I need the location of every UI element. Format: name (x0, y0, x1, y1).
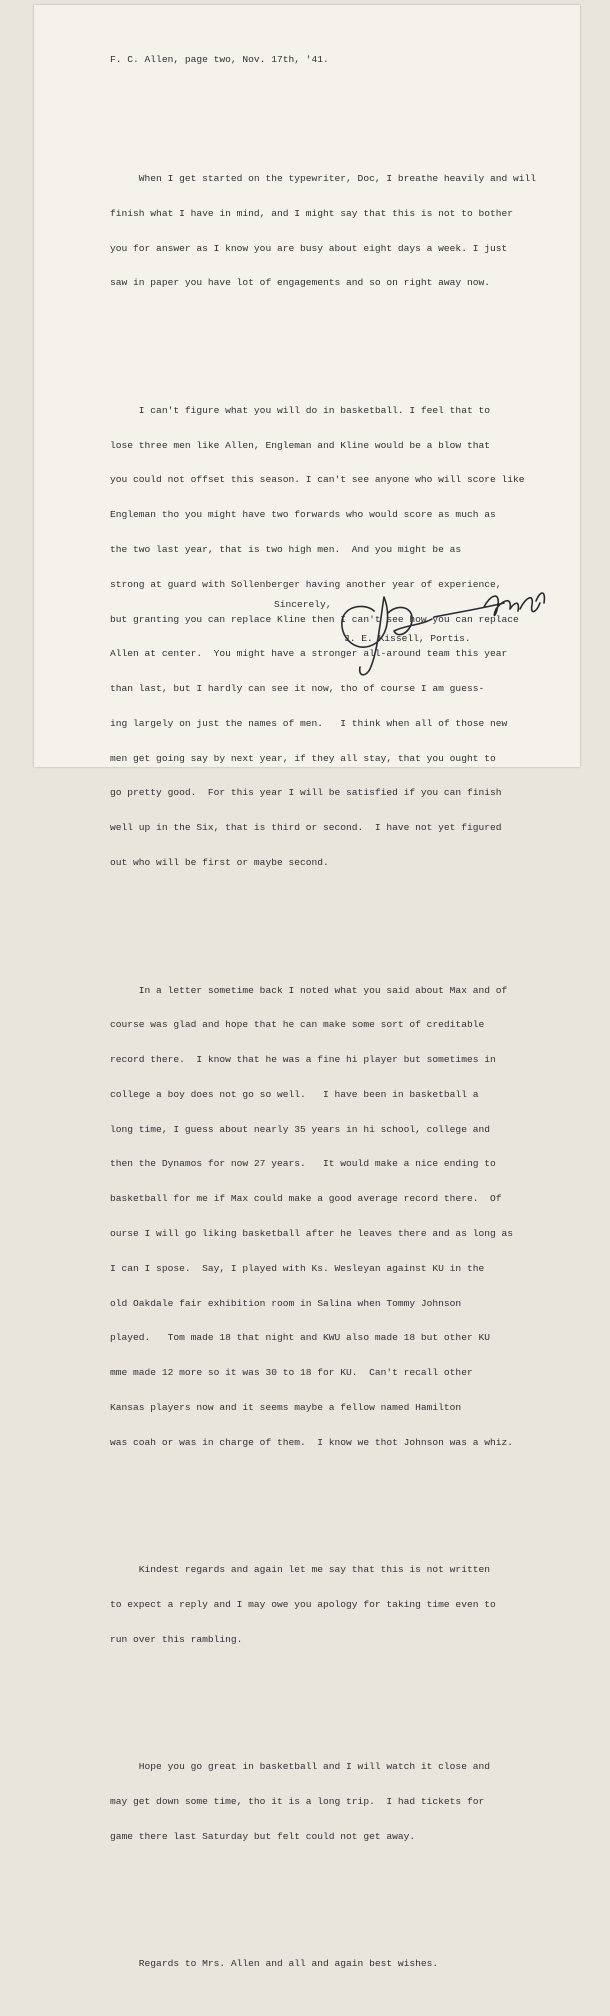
paragraph-line: men get going say by next year, if they all stay, that you ought to (110, 752, 496, 764)
paragraph-line: go pretty good. For this year I will be satisfied if you can finish (110, 787, 502, 799)
paragraph-line: basketball for me if Max could make a good average record there. Of (110, 1193, 502, 1205)
paragraph (110, 961, 610, 1471)
paragraph-spacer (110, 1889, 610, 1901)
paragraph-line: strong at guard with Sollenberger having another year of experience, (110, 578, 502, 590)
paragraph-spacer (110, 915, 610, 927)
handwritten-signature (314, 573, 554, 683)
paragraph (110, 1935, 610, 1993)
paragraph-line: you could not offset this season. I can't see anyone who will score like (110, 474, 525, 486)
paragraph-line: record there. I know that he was a fine hi player but sometimes in (110, 1054, 496, 1066)
letter-page (34, 5, 580, 1970)
paragraph-line: old Oakdale fair exhibition room in Salina when Tommy Johnson (110, 1297, 462, 1309)
paragraph-line: long time, I guess about nearly 35 years in hi school, college and (110, 1123, 490, 1135)
paragraph (110, 1541, 610, 1669)
paragraph-line: finish what I have in mind, and I might say that this is not to bother (110, 207, 514, 219)
paragraph-line: ourse I will go liking basketball after he leaves there and as long as (110, 1227, 514, 1239)
paragraph-line: well up in the Six, that is third or second. I have not yet figured (110, 822, 502, 834)
paragraph-line: In a letter sometime back I noted what you said about Max and of (110, 984, 508, 996)
paragraph-line: Kindest regards and again let me say that this is not written (110, 1564, 490, 1576)
paragraph-spacer (110, 335, 610, 347)
paragraph (110, 1738, 610, 1866)
typed-signature: J. E. Kissell, Portis. (344, 633, 471, 644)
paragraph-line: Regards to Mrs. Allen and all and again best wishes. (110, 1958, 439, 1970)
paragraph-line: you for answer as I know you are busy about eight days a week. I just (110, 242, 508, 254)
paragraph-line: mme made 12 more so it was 30 to 18 for KU. Can't recall other (110, 1367, 473, 1379)
paragraph-line: Engleman tho you might have two forwards who would score as much as (110, 509, 496, 521)
paragraph (110, 150, 610, 312)
paragraph-line: game there last Saturday but felt could not get away. (110, 1830, 416, 1842)
paragraph-line: played. Tom made 18 that night and KWU also made 18 but other KU (110, 1332, 490, 1344)
paragraph-line: Allen at center. You might have a stronger all-around team this year (110, 648, 508, 660)
paragraph-line: When I get started on the typewriter, Doc, I breathe heavily and will (110, 172, 537, 184)
paragraph-line: may get down some time, tho it is a long trip. I had tickets for (110, 1796, 485, 1808)
paragraph-line: ing largely on just the names of men. I think when all of those new (110, 717, 508, 729)
paragraph-line: Kansas players now and it seems maybe a fellow named Hamilton (110, 1401, 462, 1413)
closing: Sincerely, (274, 599, 332, 610)
letter-header: F. C. Allen, page two, Nov. 17th, '41. (110, 54, 329, 66)
paragraph-line: than last, but I hardly can see it now, tho of course I am guess- (110, 683, 485, 695)
paragraph-line: I can I spose. Say, I played with Ks. Wesleyan against KU in the (110, 1262, 485, 1274)
paragraph-line: the two last year, that is two high men. And you might be as (110, 543, 462, 555)
paragraph-line: was coah or was in charge of them. I know we thot Johnson was a whiz. (110, 1436, 514, 1448)
paragraph-line: course was glad and hope that he can make some sort of creditable (110, 1019, 485, 1031)
paragraph-line: but granting you can replace Kline then I can't see how you can replace (110, 613, 519, 625)
paragraph-line: out who will be first or maybe second. (110, 856, 329, 868)
header-spacer (110, 89, 610, 115)
paragraph-line: lose three men like Allen, Engleman and Kline would be a blow that (110, 439, 490, 451)
letter-body (110, 31, 610, 2016)
paragraph-line: college a boy does not go so well. I have been in basketball a (110, 1088, 479, 1100)
paragraph-line: then the Dynamos for now 27 years. It would make a nice ending to (110, 1158, 496, 1170)
paragraph-line: to expect a reply and I may owe you apology for taking time even to (110, 1598, 496, 1610)
paragraph-spacer (110, 1692, 610, 1704)
paragraph-line: run over this rambling. (110, 1633, 243, 1645)
paragraph-spacer (110, 1495, 610, 1507)
paragraph-line: saw in paper you have lot of engagements and so on right away now. (110, 277, 490, 289)
paragraph-line: I can't figure what you will do in basketball. I feel that to (110, 404, 490, 416)
paragraph-line: Hope you go great in basketball and I will watch it close and (110, 1761, 490, 1773)
